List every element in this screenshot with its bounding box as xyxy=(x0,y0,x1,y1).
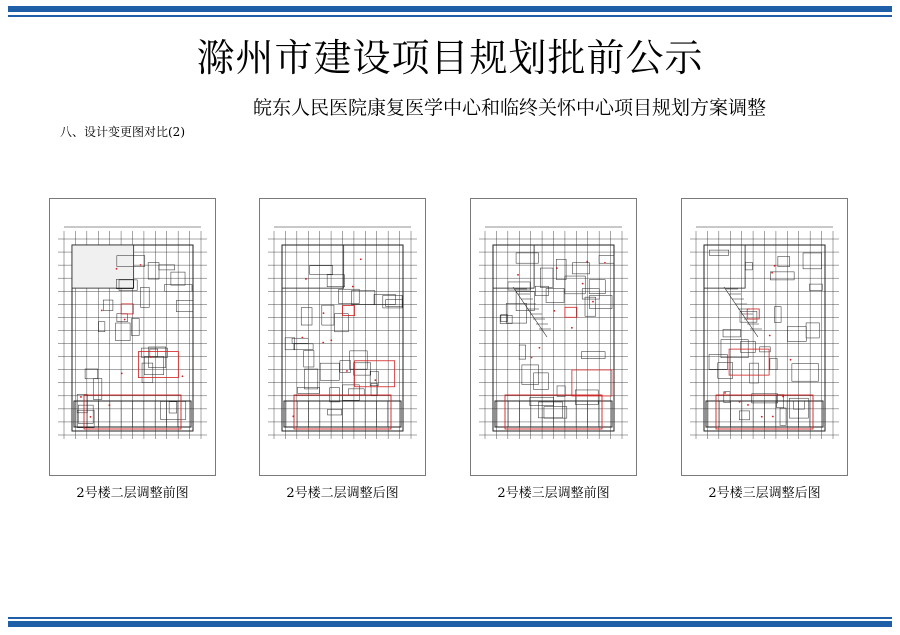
floor-plan-panel-3 xyxy=(470,198,637,476)
page-title: 滁州市建设项目规划批前公示 xyxy=(196,36,704,80)
floor-plan-panel-4 xyxy=(681,198,848,476)
floor-plan-panel-1 xyxy=(49,198,216,476)
floor-plan-drawing xyxy=(50,199,215,475)
floor-plan-caption: 2号楼二层调整后图 xyxy=(286,486,399,501)
floor-plan-caption: 2号楼二层调整前图 xyxy=(76,486,189,501)
floor-plan-drawing xyxy=(682,199,847,475)
section-label: 八、设计变更图对比(2) xyxy=(60,125,185,139)
project-subtitle: 皖东人民医院康复医学中心和临终关怀中心项目规划方案调整 xyxy=(253,97,767,119)
floor-plan-drawing xyxy=(260,199,425,475)
floor-plan-caption: 2号楼三层调整前图 xyxy=(497,486,610,501)
floor-plan-caption: 2号楼三层调整后图 xyxy=(708,486,821,501)
top-band-thick xyxy=(8,6,892,12)
floor-plan-panel-2 xyxy=(259,198,426,476)
bottom-band-thick xyxy=(8,621,892,627)
floor-plan-drawing xyxy=(471,199,636,475)
top-band-thin xyxy=(8,15,892,17)
bottom-band-thin xyxy=(8,617,892,619)
